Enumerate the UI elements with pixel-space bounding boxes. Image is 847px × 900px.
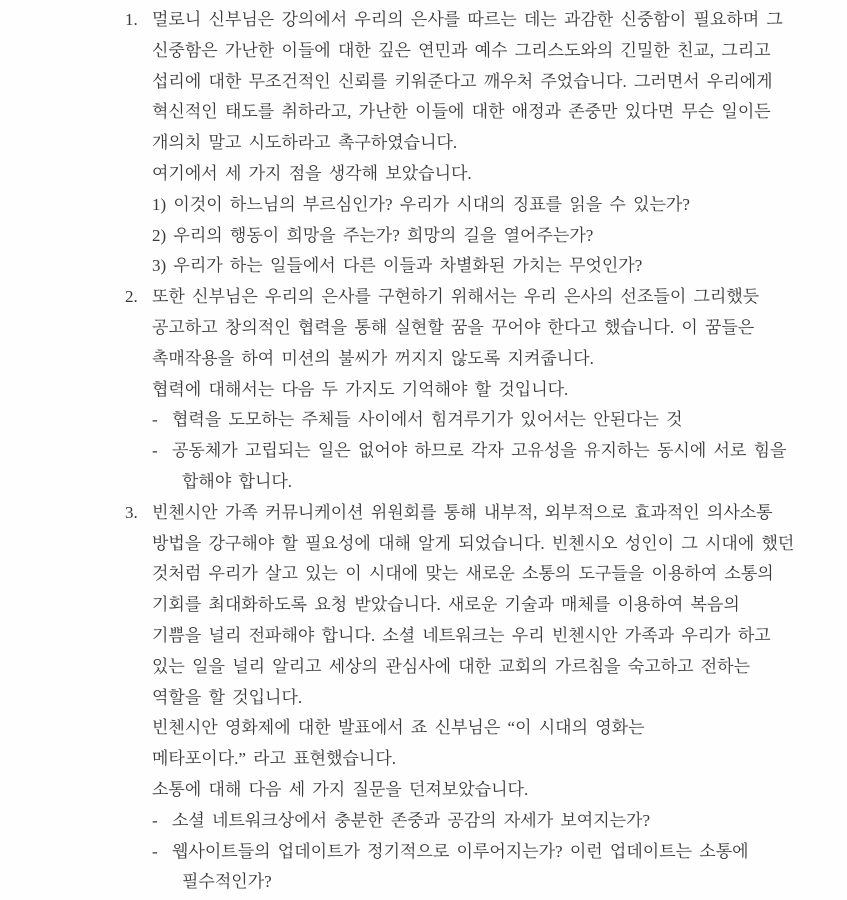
- line-text: 공동체가 고립되는 일은 없어야 하므로 각자 고유성을 유지하는 동시에 서로 힘을: [172, 441, 787, 461]
- list-number: 2.: [125, 287, 138, 307]
- dash-item-line: [152, 806, 817, 837]
- text-line: [152, 313, 817, 344]
- line-text: 빈첸시안 가족 커뮤니케이션 위원회를 통해 내부적, 외부적으로 효과적인 의사소통: [152, 502, 773, 522]
- text-line: [152, 652, 817, 683]
- text-line: [152, 621, 817, 652]
- dash-item-continuation: [152, 467, 817, 498]
- dash-item-line: [152, 436, 817, 467]
- line-text: 역할을 할 것입니다.: [152, 687, 303, 707]
- line-text: 기쁨을 널리 전파해야 합니다. 소셜 네트워크는 우리 빈첸시안 가족과 우리가 하고: [152, 625, 771, 645]
- dash-bullet: -: [152, 441, 158, 461]
- numbered-question: [152, 190, 817, 221]
- text-line: [152, 590, 817, 621]
- line-text: 웹사이트들의 업데이트가 정기적으로 이루어지는가? 이런 업데이트는 소통에: [172, 841, 749, 861]
- dash-item-line: [152, 837, 817, 868]
- line-text: 소통에 대해 다음 세 가지 질문을 던져보았습니다.: [152, 779, 529, 799]
- line-text: 혁신적인 태도를 취하라고, 가난한 이들에 대한 애정과 존중만 있다면 무슨 일이든: [152, 102, 771, 122]
- list-number: 1.: [125, 10, 138, 29]
- text-line: [152, 159, 817, 190]
- numbered-question: [152, 251, 817, 282]
- line-text: 공고하고 창의적인 협력을 통해 실현할 꿈을 꾸어야 한다고 했습니다. 이 꿈들은: [152, 317, 755, 337]
- line-text: 메타포이다.” 라고 표현했습니다.: [152, 749, 397, 769]
- line-text: 멀로니 신부님은 강의에서 우리의 은사를 따르는 데는 과감한 신중함이 필요하며 그: [152, 10, 783, 29]
- text-line: [152, 775, 817, 806]
- line-text: 개의치 말고 시도하라고 촉구하였습니다.: [152, 133, 458, 153]
- line-text: 3) 우리가 하는 일들에서 다른 이들과 차별화된 가치는 무엇인가?: [152, 256, 643, 276]
- text-line: [152, 344, 817, 375]
- text-line: [152, 375, 817, 406]
- line-text: 여기에서 세 가지 점을 생각해 보았습니다.: [152, 163, 472, 183]
- line-text: 촉매작용을 하여 미션의 불씨가 꺼지지 않도록 지켜줍니다.: [152, 348, 594, 368]
- line-text: 섭리에 대한 무조건적인 신뢰를 키워준다고 깨우처 주었습니다. 그러면서 우리에게: [152, 71, 773, 91]
- line-text: 빈첸시안 영화제에 대한 발표에서 죠 신부님은 “이 시대의 영화는: [152, 718, 645, 738]
- list-number: 3.: [125, 502, 138, 522]
- line-text: 또한 신부님은 우리의 은사를 구현하기 위해서는 우리 은사의 선조들이 그리했듯: [152, 287, 760, 307]
- line-text: 것처럼 우리가 살고 있는 이 시대에 맞는 새로운 소통의 도구들을 이용하여 소통의: [152, 564, 774, 584]
- line-text: 1) 이것이 하느님의 부르심인가? 우리가 시대의 징표를 읽을 수 있는가?: [152, 194, 690, 214]
- text-line: [152, 683, 817, 714]
- line-text: 협력에 대해서는 다음 두 가지도 기억해야 할 것입니다.: [152, 379, 569, 399]
- dash-bullet: -: [152, 810, 158, 830]
- quote-line: [152, 744, 817, 775]
- list-item-2-line: [125, 282, 817, 313]
- text-line: [152, 36, 817, 67]
- dash-item-line: [152, 405, 817, 436]
- line-text: 방법을 강구해야 할 필요성에 대해 알게 되었습니다. 빈첸시오 성인이 그 시대에 했던: [152, 533, 795, 553]
- dash-bullet: -: [152, 841, 158, 861]
- line-text: 신중함은 가난한 이들에 대한 깊은 연민과 예수 그리스도와의 긴밀한 친교, 그리고: [152, 40, 771, 60]
- list-item-1-line: [125, 5, 817, 36]
- text-line: [152, 67, 817, 98]
- line-text: 필수적인가?: [182, 872, 272, 892]
- numbered-question: [152, 221, 817, 252]
- line-text: 있는 일을 널리 알리고 세상의 관심사에 대한 교회의 가르침을 숙고하고 전하는: [152, 656, 751, 676]
- dash-bullet: -: [152, 410, 158, 430]
- line-text: 기회를 최대화하도록 요청 받았습니다. 새로운 기술과 매체를 이용하여 복음의: [152, 595, 740, 615]
- list-item-3-line: [125, 498, 817, 529]
- text-line: [152, 128, 817, 159]
- line-text: 소셜 네트워크상에서 충분한 존중과 공감의 자세가 보여지는가?: [172, 810, 651, 830]
- line-text: 2) 우리의 행동이 희망을 주는가? 희망의 길을 열어주는가?: [152, 225, 594, 245]
- dash-item-continuation: [152, 867, 817, 898]
- text-line: [152, 559, 817, 590]
- text-line: [152, 97, 817, 128]
- line-text: 합해야 합니다.: [182, 471, 293, 491]
- text-line: [152, 529, 817, 560]
- line-text: 협력을 도모하는 주체들 사이에서 힘겨루기가 있어서는 안된다는 것: [172, 410, 683, 430]
- quote-line: [152, 713, 817, 744]
